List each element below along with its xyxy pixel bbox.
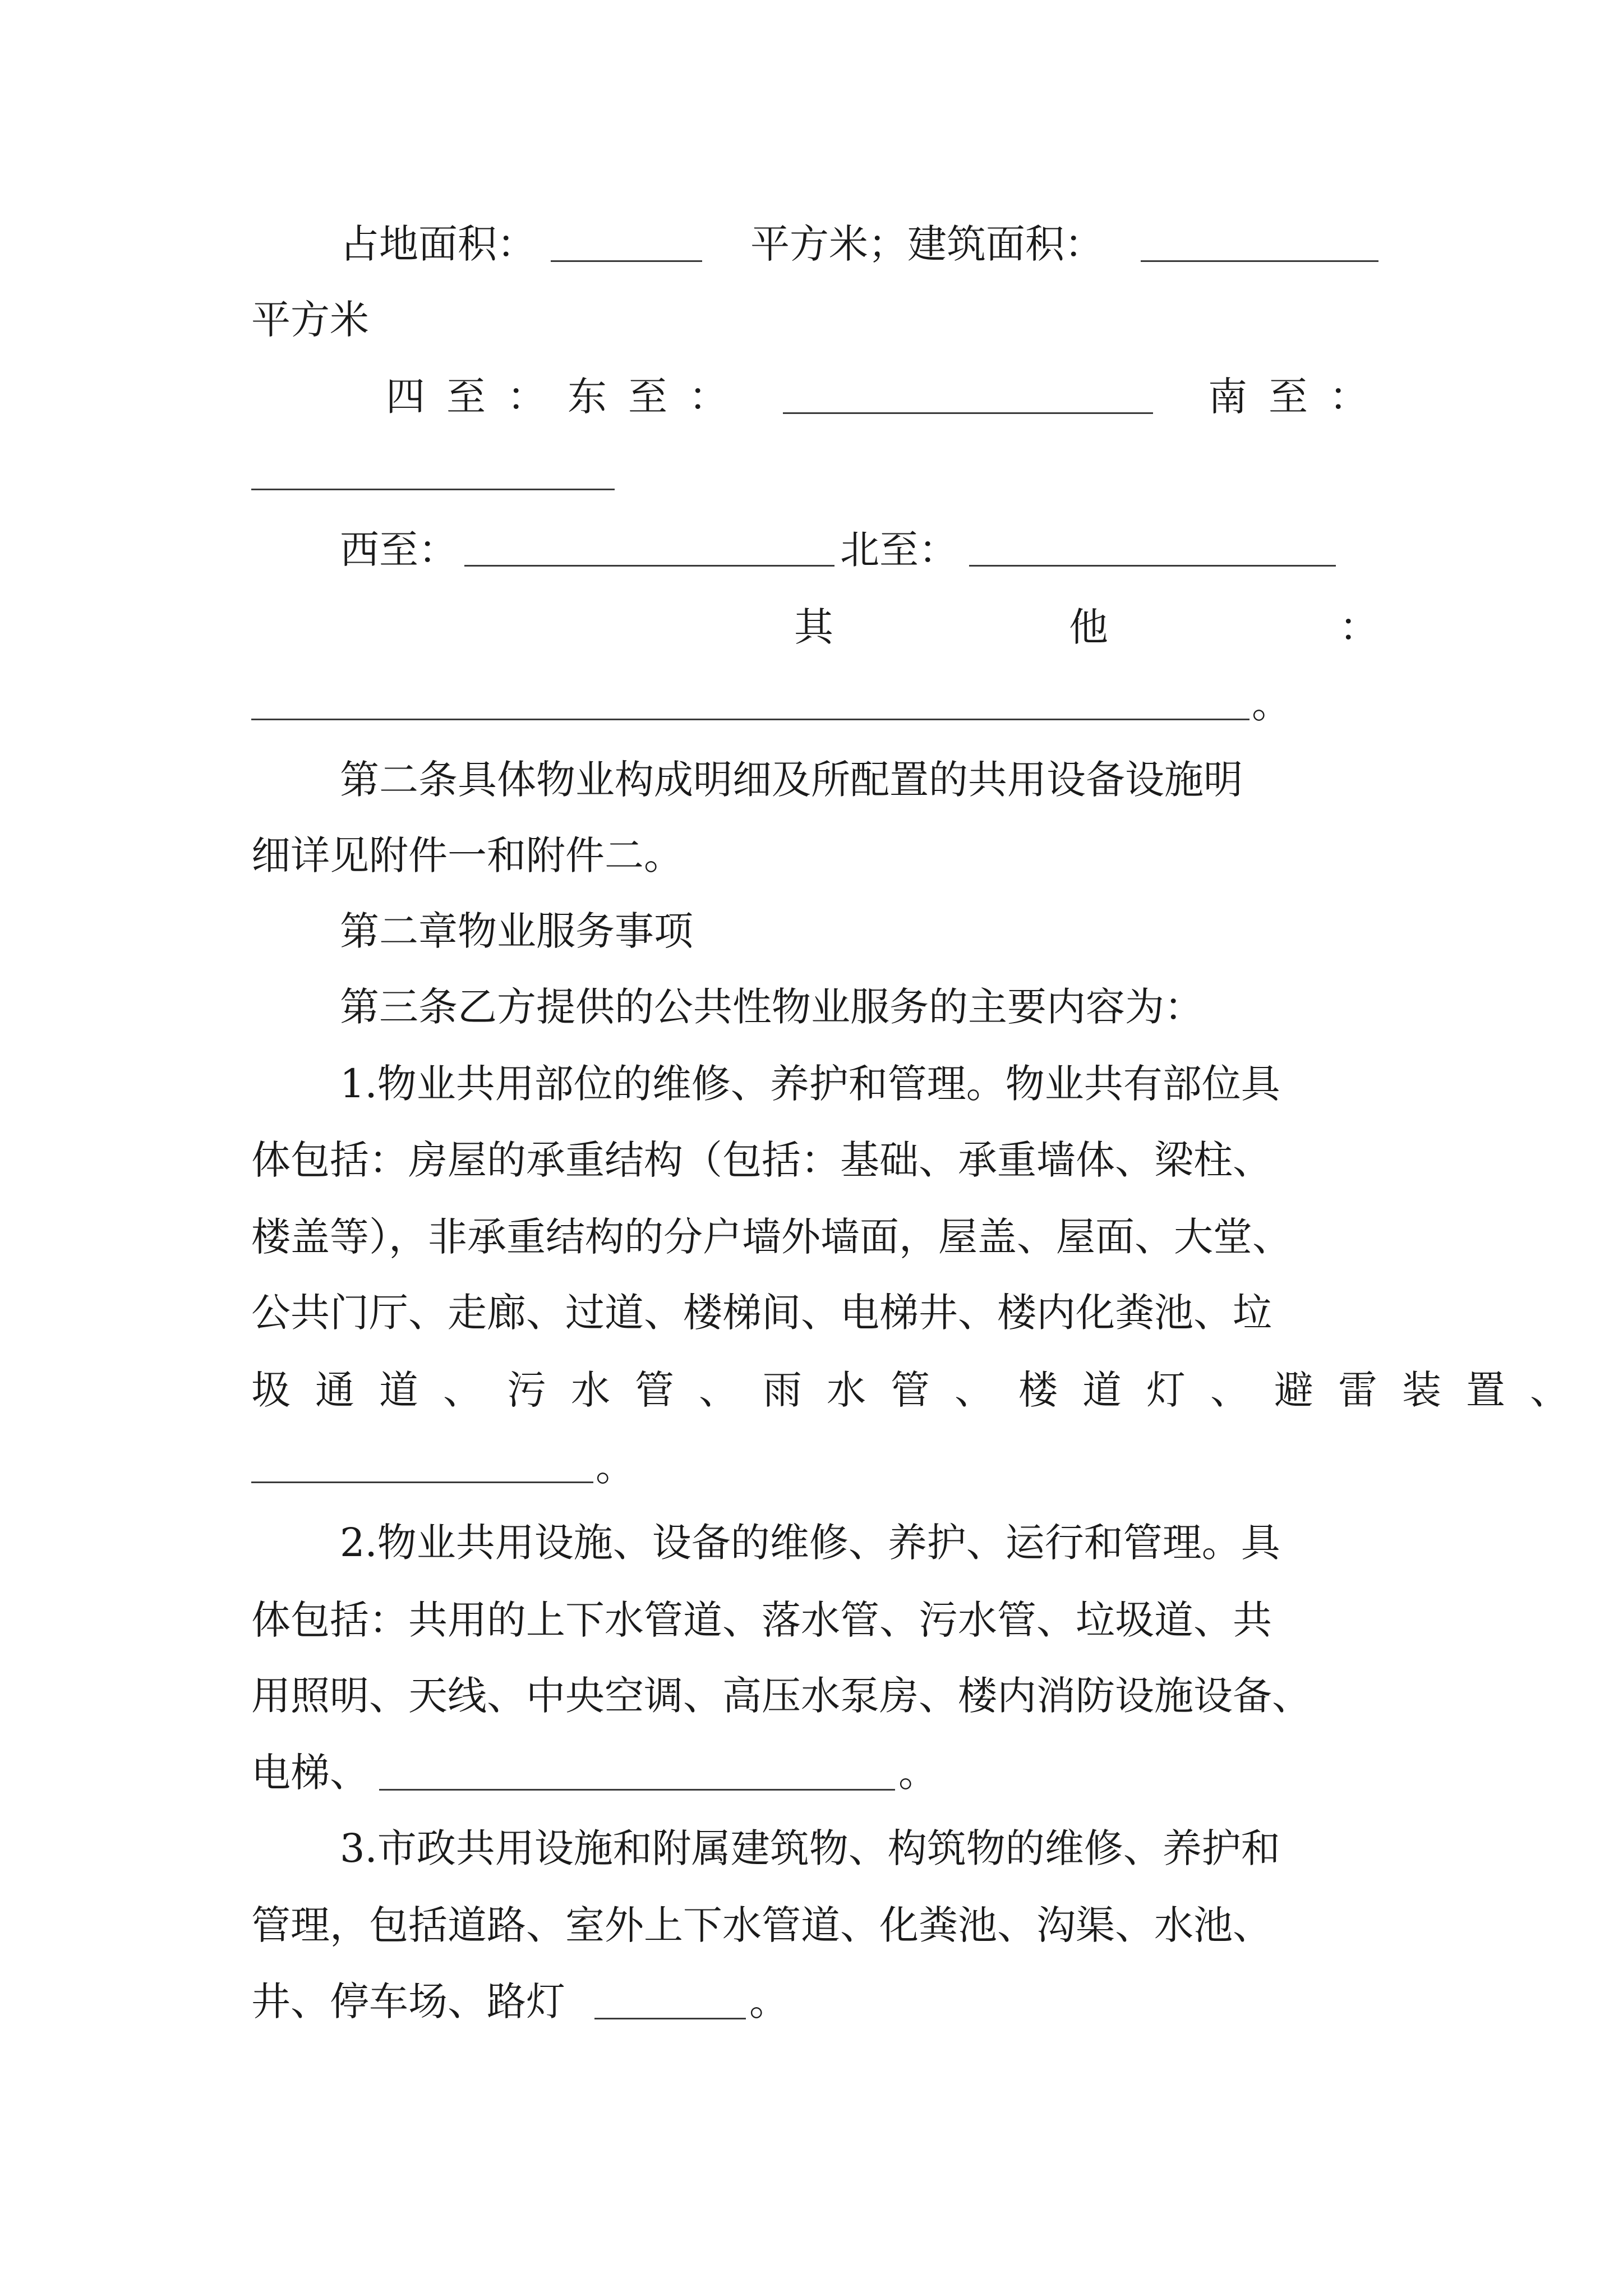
- item-2-blank[interactable]: [379, 1788, 895, 1791]
- north-line: [840, 522, 1008, 578]
- land-area-blank[interactable]: [551, 260, 702, 262]
- boundaries-east-label: 四至：东至：: [386, 374, 749, 420]
- item-1-text-3: 楼盖等），非承重结构的分户墙外墙面，屋盖、屋面、大堂、: [251, 1214, 1292, 1260]
- item-1-end: [596, 1439, 663, 1495]
- building-area-blank[interactable]: [1141, 260, 1378, 262]
- building-area-label: 平方米；建筑面积：: [750, 221, 1104, 267]
- item-1-text-5: 圾通道、污水管、雨水管、楼道灯、避雷装置、: [251, 1367, 1594, 1413]
- item-1-line-1: [340, 1056, 1378, 1112]
- item-2-end: [898, 1745, 966, 1801]
- other-end: [1252, 676, 1319, 732]
- article-3-text: 第三条乙方提供的公共性物业服务的主要内容为：: [340, 984, 1204, 1030]
- other-line: [251, 599, 1378, 655]
- item-2-text-4: 电梯、: [251, 1750, 369, 1796]
- item-1-end-mark: 。: [596, 1444, 635, 1490]
- chapter-2-heading: [340, 903, 1378, 959]
- other-colon: ：: [1339, 604, 1378, 650]
- unit-line: [251, 292, 1378, 348]
- building-area-line: [750, 216, 1199, 272]
- south-boundary-blank[interactable]: [251, 488, 615, 490]
- article-2-text-1: 第二条具体物业构成明细及所配置的共用设备设施明: [340, 757, 1243, 803]
- item-2-line-1: [340, 1515, 1378, 1571]
- item-3-text-2: 管理，包括道路、室外上下水管道、化粪池、沟渠、水池、: [251, 1902, 1272, 1948]
- north-boundary-blank[interactable]: [969, 564, 1336, 567]
- north-boundary-label: 北至：: [840, 527, 958, 573]
- south-boundary-label: 南至：: [1208, 374, 1390, 420]
- item-2-text-3: 用照明、天线、中央空调、高压水泵房、楼内消防设施设备、: [251, 1673, 1311, 1719]
- article-2-line-1: [340, 752, 1378, 808]
- item-2-end-mark: 。: [898, 1750, 938, 1796]
- item-3-end-mark: 。: [749, 1978, 789, 2024]
- article-2-line-2: [251, 827, 1378, 884]
- article-2-text-2: 细详见附件一和附件二。: [251, 832, 683, 878]
- east-boundary-blank[interactable]: [783, 412, 1153, 414]
- item-2-line-3: [251, 1668, 1378, 1724]
- other-blank[interactable]: [251, 718, 1249, 720]
- south-line: [1208, 369, 1393, 425]
- item-3-blank[interactable]: [594, 2017, 746, 2019]
- item-3-text-3: 井、停车场、路灯: [251, 1978, 565, 2024]
- other-label-1: 其: [794, 604, 833, 650]
- item-3-text-1: 3.市政共用设施和附属建筑物、构筑物的维修、养护和: [340, 1825, 1280, 1871]
- west-boundary-label: 西至：: [340, 527, 458, 573]
- item-3-line-2: [251, 1897, 1378, 1953]
- other-end-mark: 。: [1252, 681, 1291, 727]
- item-2-text-1: 2.物业共用设施、设备的维修、养护、运行和管理。具: [340, 1520, 1280, 1566]
- item-1-line-5: [251, 1362, 1594, 1418]
- item-1-text-4: 公共门厅、走廊、过道、楼梯间、电梯井、楼内化粪池、垃: [251, 1290, 1272, 1336]
- item-1-text-2: 体包括：房屋的承重结构（包括：基础、承重墙体、梁柱、: [251, 1137, 1272, 1183]
- item-3-end: [749, 1973, 817, 2030]
- land-area-label: 占地面积：: [340, 221, 536, 267]
- item-2-line-2: [251, 1592, 1378, 1648]
- item-1-line-2: [251, 1132, 1378, 1188]
- unit-label: 平方米: [251, 297, 369, 343]
- item-3-line-1: [340, 1820, 1378, 1876]
- item-1-line-4: [251, 1285, 1378, 1341]
- item-2-line-4: [251, 1745, 1378, 1801]
- boundaries-line: [386, 369, 778, 425]
- item-1-blank[interactable]: [251, 1481, 593, 1483]
- other-label-2: 他: [1069, 604, 1108, 650]
- item-2-text-2: 体包括：共用的上下水管道、落水管、污水管、垃圾道、共: [251, 1597, 1272, 1643]
- item-1-line-3: [251, 1209, 1378, 1265]
- west-boundary-blank[interactable]: [464, 564, 834, 567]
- item-1-text-1: 1.物业共用部位的维修、养护和管理。物业共有部位具: [340, 1061, 1280, 1107]
- chapter-2-title: 第二章物业服务事项: [340, 908, 693, 954]
- article-3-line: [340, 979, 1378, 1035]
